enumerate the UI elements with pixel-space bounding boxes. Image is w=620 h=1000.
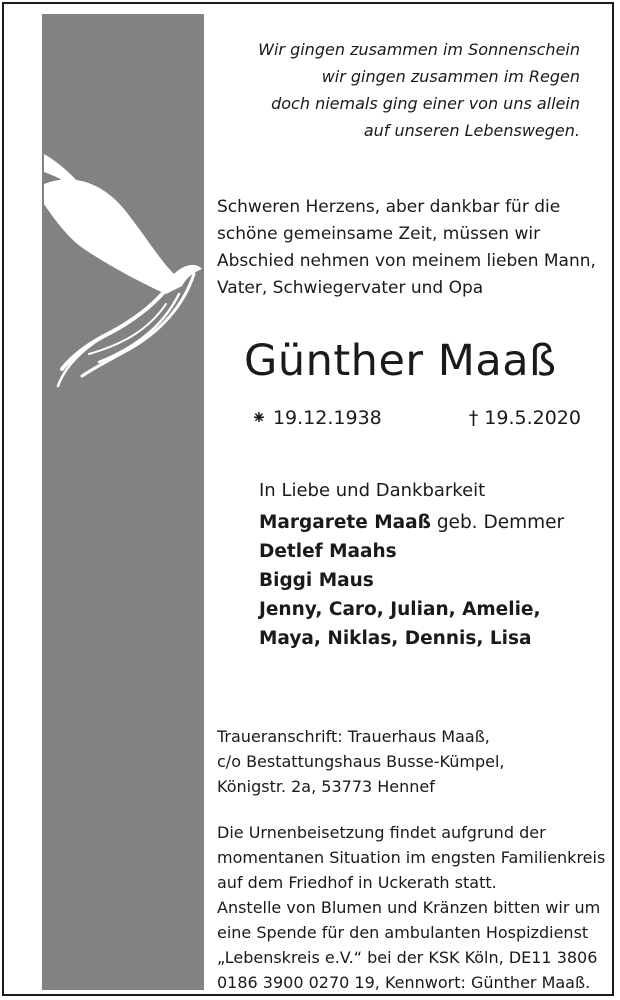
donation-line: Anstelle von Blumen und Kränzen bitten wir um	[217, 898, 601, 917]
dove-icon	[44, 154, 204, 414]
mourning-address	[217, 724, 504, 799]
family-block	[259, 476, 564, 653]
donation-notice	[217, 895, 600, 995]
poem-line: wir gingen zusammen im Regen	[321, 67, 580, 86]
poem-line: auf unseren Lebenswegen.	[363, 121, 580, 140]
family-lead: In Liebe und Dankbarkeit	[259, 480, 486, 501]
member-name: Biggi Maus	[259, 570, 374, 591]
intro-line: Abschied nehmen von meinem lieben Mann,	[217, 251, 596, 271]
member-name: Detlef Maahs	[259, 541, 397, 562]
member-suffix: geb. Demmer	[430, 512, 565, 533]
donation-line: „Lebenskreis e.V.“ bei der KSK Köln, DE11 3806	[217, 948, 598, 967]
obituary-frame	[2, 2, 614, 996]
member-name: Maya, Niklas, Dennis, Lisa	[259, 628, 532, 649]
address-line: Königstr. 2a, 53773 Hennef	[217, 777, 435, 796]
member-name: Jenny, Caro, Julian, Amelie,	[259, 599, 541, 620]
poem-line: Wir gingen zusammen im Sonnenschein	[258, 40, 580, 59]
death-date: † 19.5.2020	[468, 407, 581, 429]
intro-line: Vater, Schwiegervater und Opa	[217, 278, 484, 298]
intro-text	[217, 194, 596, 302]
donation-line: 0186 3900 0270 19, Kennwort: Günther Maaß.	[217, 973, 591, 992]
family-member	[259, 595, 564, 624]
burial-notice	[217, 820, 605, 895]
family-member	[259, 624, 564, 653]
family-member	[259, 566, 564, 595]
intro-line: schöne gemeinsame Zeit, müssen wir	[217, 224, 541, 244]
family-member	[259, 508, 564, 537]
address-line: c/o Bestattungshaus Busse-Kümpel,	[217, 752, 505, 771]
address-line: Traueranschrift: Trauerhaus Maaß,	[217, 727, 490, 746]
donation-line: eine Spende für den ambulanten Hospizdienst	[217, 923, 589, 942]
notice-line: Die Urnenbeisetzung findet aufgrund der	[217, 823, 546, 842]
deceased-name: Günther Maaß	[244, 336, 557, 386]
member-name: Margarete Maaß	[259, 512, 431, 533]
intro-line: Schweren Herzens, aber dankbar für die	[217, 197, 561, 217]
family-member	[259, 537, 564, 566]
poem-line: doch niemals ging einer von uns allein	[271, 94, 580, 113]
birth-date: ⁕ 19.12.1938	[251, 407, 382, 429]
notice-line: momentanen Situation im engsten Familienkreis	[217, 848, 606, 867]
poem	[258, 36, 580, 144]
notice-line: auf dem Friedhof in Uckerath statt.	[217, 873, 497, 892]
